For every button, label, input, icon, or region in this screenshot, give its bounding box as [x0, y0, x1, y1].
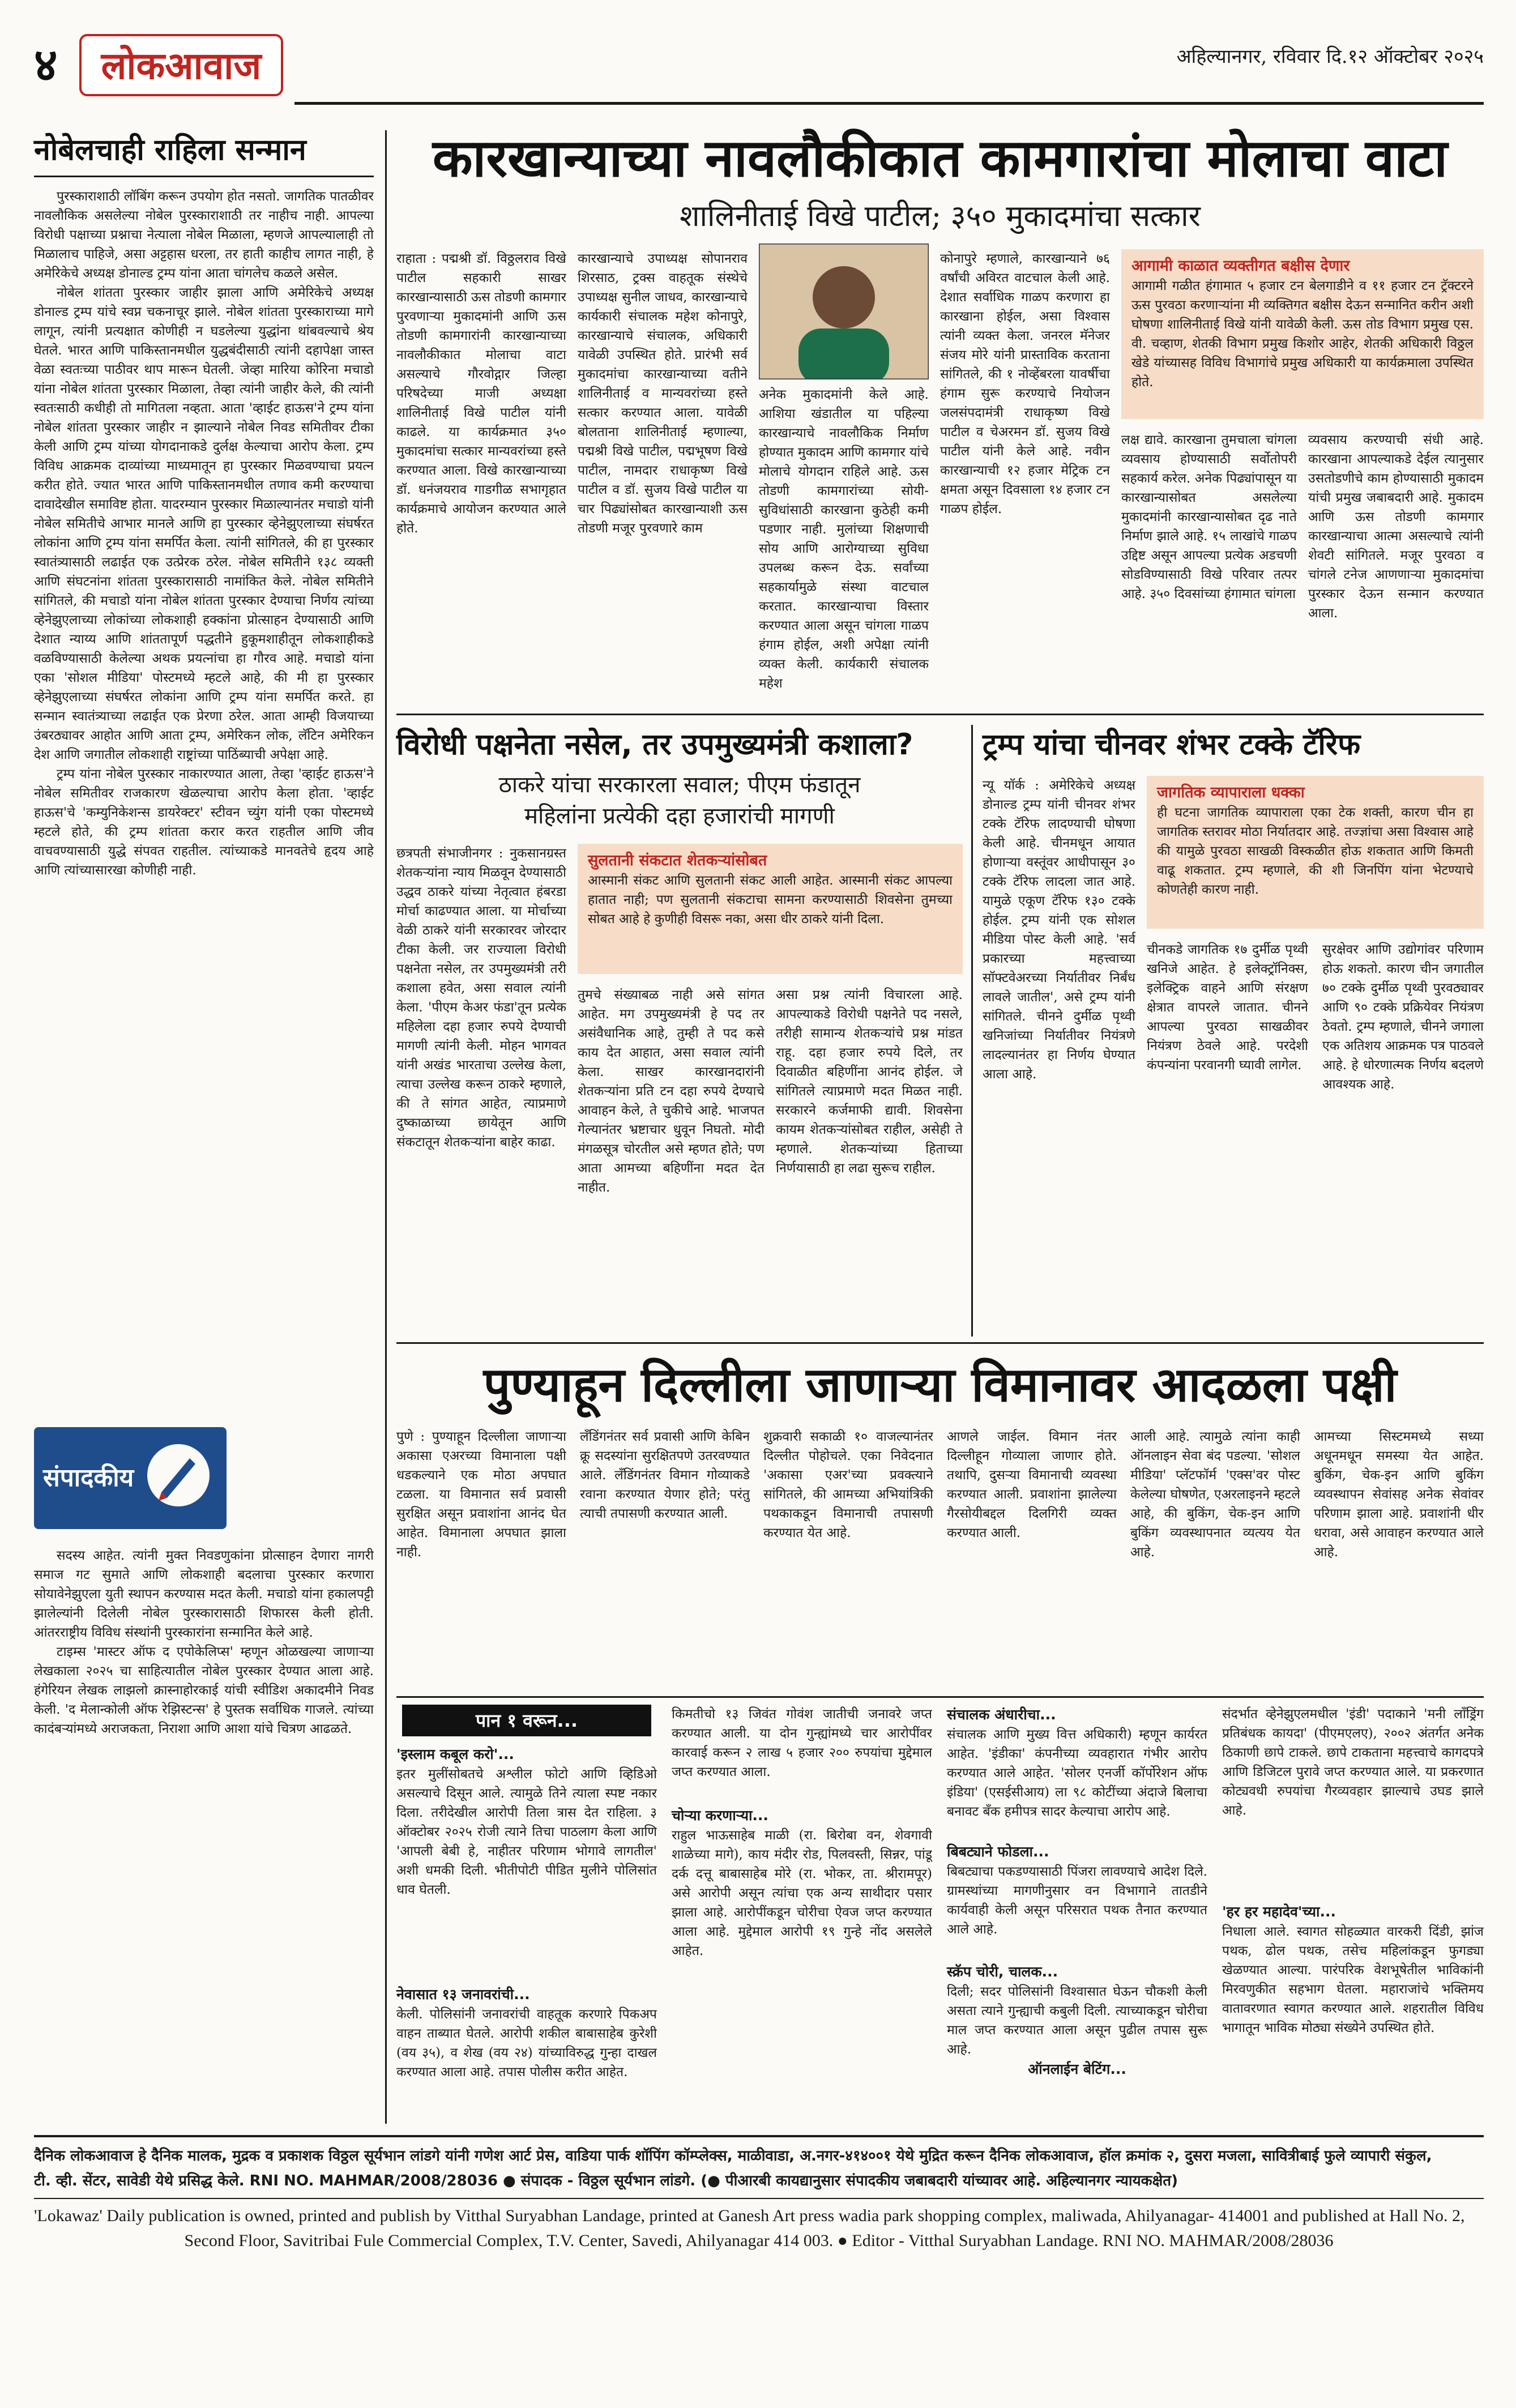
- masthead: [34, 23, 1484, 108]
- masthead-rule: [294, 102, 1484, 105]
- workers-box-title: आगामी काळात व्यक्तीगत बक्षीस देणार: [1131, 257, 1350, 275]
- continued-col-2b-title: चोऱ्या करणाऱ्या...: [672, 1807, 768, 1824]
- nobel-body-cont: [34, 1546, 374, 2112]
- shalinitai-photo: [759, 244, 929, 379]
- bird-col-3: शुक्रवारी सकाळी १० वाजल्यानंतर दिल्लीत पोहोचले. एका निवेदनात 'अकासा एअर'च्या प्रवक्त्याने सांगितले, की आमच्या अभियांत्रिकी पथकाकडून विमानाची तपासणी करण्यात येत आहे.: [763, 1429, 933, 1540]
- continued-header: [402, 1705, 651, 1736]
- continued-col-4b-title: 'हर हर महादेव'च्या...: [1222, 1903, 1336, 1920]
- continued-col-1b-text: केली. पोलिसांनी जनावरांची वाहतूक करणारे पिकअप वाहन ताब्यात घेतले. आरोपी शकील बाबासाहेब कुरेशी (वय ३५), व शेख (वय २४) यांच्याविरुद्ध गुन्हा दाखल करण्यात आला आहे. तपास पोलीस करीत आहेत.: [396, 2007, 657, 2080]
- opposition-col-1: छत्रपती संभाजीनगर : नुकसानग्रस्त शेतकऱ्यांना न्याय मिळवून देण्यासाठी उद्धव ठाकरे यांच्या नेतृत्वात हंबरडा मोर्चा काढण्यात आला. या मोर्चाच्या वेळी ठाकरे यांनी सरकारवर जोरदार टीका केली. जर राज्याला विरोधी पक्षनेता नसेल, तर उपमुख्यमंत्री तरी कशाला हवेत, असा सवाल त्यांनी केला. 'पीएम केअर फंडा'तून प्रत्येक महिलेला दहा हजार रुपये देण्याची मागणी त्यांनी केली. मोहन भागवत यांनी अखंड भारताचा उल्लेख केला, त्याचा उल्लेख करून ठाकरे म्हणाले, की ते सांगत आहेत, त्याप्रमाणे दुष्काळाच्या छायेतून आणि संकटातून शेतकऱ्यांना बाहेर काढा.: [396, 846, 566, 1150]
- continued-col-2b-text: राहुल भाऊसाहेब माळी (रा. बिरोबा वन, शेवगावी शाळेच्या मागे), काय मंदीर रोड, पिलवस्ती, सिन्नर, पांडू दर्क दत्तू बाबासाहेब मोरे (रा. भोकर, ता. श्रीरामपूर) असे आरोपी असून त्यांचा एक अन्य साथीदार पसार झाला आहे. आरोपींकडून चोरीचा ऐवज जप्त करण्यात आला आहे. मुद्देमाल आरोपी १९ गुन्हे नोंद असलेले आहेत.: [672, 1828, 932, 1958]
- bird-col-4: आणले जाईल. विमान नंतर दिल्लीहून गोव्याला जाणार होते. तथापि, दुसऱ्या विमानाची व्यवस्था करण्यात आली. प्रवाशांना झालेल्या गैरसोयीबद्दल दिलगिरी व्यक्त करण्यात आली.: [947, 1429, 1117, 1540]
- footer-line-3: 'Lokawaz' Daily publication is owned, printed and publish by Vitthal Suryabhan Landage, printed at Ganesh Art press wadia park shopping complex, maliwada, Ahilyanagar- 414001 and published at Hall No. 2,: [34, 2206, 1465, 2225]
- paper-name: लोकआवाज: [101, 44, 262, 88]
- continued-col-3b-title: बिबट्याने फोडला...: [947, 1843, 1049, 1860]
- bird-col-2: लँडिंगनंतर सर्व प्रवासी आणि केबिन क्रू सदस्यांना सुरक्षितपणे उतरवण्यात आले. लँडिंगनंतर विमान गोव्याकडे रवाना करण्यात येणार होते; परंतु त्याची तपासणी करण्यात आली.: [580, 1429, 750, 1521]
- trump-box: [1147, 776, 1484, 929]
- column-divider-left: [385, 130, 387, 2124]
- nobel-para-5: टाइम्स 'मास्टर ऑफ द एपोकेलिप्स' म्हणून ओळखल्या जाणाऱ्या लेखकाला २०२५ चा साहित्यातील नोबेल पुरस्कार देण्यात आला आहे. हंगेरियन लेखक लाझलो क्रास्नाहोरकाई यांची स्वीडिश अकादमीने निवड केली. 'द मेलान्कोली ऑफ रेझिस्टन्स' हे पुस्तक सर्वाधिक गाजले. त्यांच्या कादंबऱ्यांमध्ये अराजकता, निराशा आणि आशा यांचे चित्रण आढळते.: [34, 1645, 374, 1736]
- section-rule-1: [396, 714, 1484, 715]
- workers-box-text: आगामी गळीत हंगामात ५ हजार टन बेलगाडीने व ११ हजार टन ट्रॅक्टरने ऊस पुरवठा करणाऱ्यांना मी व्यक्तिगत बक्षीस देऊन सन्मानित करीन अशी घोषणा शालिनीताई विखे यांनी यावेळी केली. ऊस तोड विभाग प्रमुख एस. वी. चव्हाण, शेतकी विभाग प्रमुख किशोर आहेर, शेतकी अधिकारी विठ्ठल खेडे यांच्यासह विविध विभागांचे प्रमुख अधिकारी या कार्यक्रमाला उपस्थित होते.: [1131, 279, 1474, 390]
- workers-story: [396, 125, 1484, 714]
- trump-col-3: सुरक्षेवर आणि उद्योगांवर परिणाम होऊ शकतो. कारण चीन जगातील ७० टक्के दुर्मीळ पृथ्वी पुरवठ्यावर आणि ९० टक्के प्रक्रियेवर नियंत्रण ठेवतो. ट्रम्प म्हणाले, चीनने जगाला एक अतिशय आक्रमक पत्र पाठवले आहे. हे धोरणात्मक निर्णय बदलणे आवश्यक आहे.: [1322, 942, 1484, 1092]
- continued-col-3a-text: संचालक आणि मुख्य वित्त अधिकारी) म्हणून कार्यरत आहेत. 'इंडीका' कंपनीच्या व्यवहारात गंभीर आरोप करण्यात आले आहेत. 'सोलर एनर्जी कॉर्पोरेशन ऑफ इंडिया' (एसईसीआय) ला ९८ कोटींच्या अंदाजे बिलाचा बनावट बँक हमीपत्र सादर केल्याचा आरोप आहे.: [947, 1727, 1207, 1819]
- bird-col-5: आली आहे. त्यामुळे त्यांना काही ऑनलाइन सेवा बंद पडल्या. 'सोशल मीडिया' प्लॅटफॉर्म 'एक्स'वर पोस्ट केलेल्या घोषणेत, एअरलाइनने म्हटले आहे, की बुकिंग, चेक-इन आणि बुकिंग व्यवस्थापनात व्यत्यय येत आहे.: [1130, 1429, 1300, 1560]
- nobel-title: नोबेलचाही राहिला सन्मान: [34, 133, 306, 167]
- opposition-story: [396, 725, 963, 1337]
- workers-col-6: व्यवसाय करण्याची संधी आहे. कारखाना आपल्याकडे देईल त्यानुसार उसतोडणीचे काम होण्यासाठी मुकादम यांची प्रमुख जबाबदारी आहे. मुकादम आणि ऊस तोडणी कामगार कारखान्याचा आत्मा असल्याचे त्यांनी शेवटी सांगितले. मजूर पुरवठा व चांगले टनेज आणणाऱ्या मुकादमांचा पुरस्कार देऊन सन्मान करण्यात आला.: [1308, 433, 1484, 621]
- opposition-sub-1: ठाकरे यांचा सरकारला सवाल; पीएम फंडातून: [498, 772, 861, 798]
- trump-box-title: जागतिक व्यापाराला धक्का: [1157, 784, 1305, 801]
- opposition-headline: विरोधी पक्षनेता नसेल, तर उपमुख्यमंत्री कशाला?: [396, 728, 913, 762]
- trump-col-2: चीनकडे जागतिक १७ दुर्मीळ पृथ्वी खनिजे आहेत. हे इलेक्ट्रॉनिक्स, इलेक्ट्रिक वाहने आणि संरक्षण क्षेत्रात वापरले जातात. चीनने आपल्या पुरवठा साखळीवर नियंत्रण ठेवले आहे. परदेशी कंपन्यांना परवानगी घ्यावी लागेल.: [1147, 942, 1308, 1073]
- footer-line-4: Second Floor, Savitribai Fule Commercial Complex, T.V. Center, Savedi, Ahilyanagar 414 003. ● Editor - Vitthal Suryabhan Landage. RNI NO. MAHMAR/2008/28036: [184, 2231, 1334, 2250]
- continued-col-4b-text: निधाला आले. स्वागत सोहळ्यात वारकरी दिंडी, झांज पथक, ढोल पथक, तसेच महिलांकडून फुगड्या खेळण्यात आल्या. पारंपरिक वेशभूषेतील भाविकांनी मिरवणुकीत सहभाग घेतला. महाराजांचे भक्तिमय वातावरणात स्वागत करण्यात आले. शहरातील विविध भागातून भाविक मोठ्या संख्येने उपस्थित होते.: [1222, 1924, 1484, 2035]
- trump-story: [983, 725, 1484, 1337]
- workers-col-2: कारखान्याचे उपाध्यक्ष सोपानराव शिरसाठ, ट्रक्स वाहतूक संस्थेचे उपाध्यक्ष सुनील जाधव, कारखान्याचे कार्यकारी संचालक महेश कोनापुरे, कारखान्याचे संचालक, अधिकारी यावेळी उपस्थित होते. प्रारंभी सर्व मुकादमांचा कारखान्याच्या वतीने शालिनीताई व मान्यवरांच्या हस्ते सत्कार करण्यात आला. यावेळी बोलताना शालिनीताई म्हणाल्या, पद्मश्री विखे पाटील, पद्मभूषण विखे पाटील, नामदार राधाकृष्ण विखे पाटील व डॉ. सुजय विखे पाटील या चार पिढ्यांसोबत कारखान्याशी ऊस तोडणी मजूर पुरवणारे काम: [578, 251, 748, 536]
- opposition-box-title: सुलतानी संकटात शेतकऱ्यांसोबत: [588, 852, 767, 869]
- workers-subheadline: शालिनीताई विखे पाटील; ३५० मुकादमांचा सत्कार: [680, 199, 1201, 233]
- paper-logo: [79, 34, 283, 96]
- continued-col-2a-text: किमतीचो १३ जिवंत गोवंश जातीची जनावरे जप्त करण्यात आली. या दोन गुन्ह्यांमध्ये चार आरोपींवर कारवाई करून २ लाख ५ हजार २०० रुपयांचा मुद्देमाल जप्त करण्यात आला.: [672, 1707, 932, 1779]
- footer-line-2: टी. व्ही. सेंटर, सावेडी येथे प्रसिद्ध केले. RNI NO. MAHMAR/2008/28036 ● संपादक - विठ्ठल सूर्यभान लांडगे. (● पीआरबी कायद्यानुसार संपादकीय जबाबदारी यांच्यावर आहे. अहिल्यानगर न्यायकक्षेत): [34, 2172, 1178, 2189]
- continued-col-1b-title: नेवासात १३ जनावरांची...: [396, 1986, 530, 2003]
- workers-col-5: लक्ष द्यावे. कारखाना तुमचाला चांगला व्यवसाय होण्यासाठी सर्वोतोपरी सहकार्य करेल. अनेक पिढ्यांपासून या कारखान्यासोबत असलेल्या मुकादमांनी कारखान्यासोबत दृढ नाते निर्माण झाले आहे. १५ लाखांचे गाळप उद्दिष्ट असून आपल्या प्रत्येक अडचणी सोडविण्यासाठी विखे परिवार तत्पर आहे. ३५० दिवसांच्या हंगामात चांगला: [1121, 433, 1297, 601]
- page-number: ४: [34, 39, 58, 91]
- trump-col-1: न्यू यॉर्क : अमेरिकेचे अध्यक्ष डोनाल्ड ट्रम्प यांनी चीनवर शंभर टक्के टॅरिफ लादण्याची घोषणा केली आहे. चीनमधून आयात होणाऱ्या वस्तूंवर आधीपासून ३० टक्के टॅरिफ लादला जात आहे. यामुळे एकूण टॅरिफ १३० टक्के होईल. ट्रम्प यांनी एक सोशल मीडिया पोस्ट केली आहे. 'सर्व प्रकारच्या महत्त्वाच्या सॉफ्टवेअरच्या निर्यातीवर निर्बंध लावले जातील', असे ट्रम्प यांनी सांगितले. चीनने दुर्मीळ पृथ्वी खनिजांच्या निर्यातीवर नियंत्रणे लादल्यानंतर हा निर्णय घेण्यात आला आहे.: [983, 778, 1135, 1082]
- continued-col-1a-title: 'इस्लाम कबूल करो'...: [396, 1746, 514, 1762]
- trump-headline: ट्रम्प यांचा चीनवर शंभर टक्के टॅरिफ: [983, 728, 1361, 762]
- opposition-box-text: आस्मानी संकट आणि सुलतानी संकट आली आहेत. आस्मानी संकट आपल्या हातात नाही; पण सुलतानी संकटाचा सामना करण्यासाठी शिवसेना तुमच्या सोबत आहे हे कुणीही विसरू नका, असा धीर ठाकरे यांनी दिला.: [588, 873, 953, 927]
- sampadkiya-label: संपादकीय: [43, 1463, 134, 1492]
- workers-col-3: अनेक मुकादमांनी केले आहे. आशिया खंडातील या पहिल्या कारखान्याचे नावलौकिक निर्माण होण्यात मुकादम आणि कामगार यांचे मोलाचे योगदान राहिले आहे. ऊस तोडणी कामगारांच्या सोयी-सुविधांसाठी कारखाना कुठेही कमी पडणार नाही. मुलांच्या शिक्षणाची सोय आणि आरोग्याच्या सुविधा उपलब्ध करून देऊ. सर्वांच्या सहकार्यामुळे संस्था वाटचाल करतात. कारखान्याचा विस्तार करण्यात आला असून चांगला गाळप हंगाम होईल, अशी अपेक्षा त्यांनी व्यक्त केली. कार्यकारी संचालक महेश: [759, 387, 929, 691]
- continued-col-2: [672, 1705, 932, 2124]
- opposition-col-3: असा प्रश्न त्यांनी विचारला आहे. आपल्याकडे विरोधी पक्षनेते पद नसले, तरीही सामान्य शेतकऱ्यांचे प्रश्न मांडत राहू. दहा हजार रुपये दिले, तर दिवाळीत बहिणींना आनंद होईल. जे सांगितले त्याप्रमाणे मदत मिळत नाही. सरकारने कर्जमाफी द्यावी. शिवसेना कायम शेतकऱ्यांसोबत राहील, असेही ते म्हणाले. शेतकऱ्यांच्या हिताच्या निर्णयासाठी हा लढा सुरूच राहील.: [776, 988, 963, 1176]
- section-rule-2: [396, 1342, 1484, 1344]
- continued-col-3: [947, 1705, 1207, 2124]
- opposition-col-2: तुमचे संख्याबळ नाही असे सांगत आहेत. मग उपमुख्यमंत्री हे पद तर असंवैधानिक आहे, तुम्ही ते पद कसे काय देत आहात, असा सवाल त्यांनी केला. साखर कारखानदारांनी शेतकऱ्यांना प्रति टन दहा रुपये देण्याचे आवाहन केले, ते चुकीचे आहे. भाजपत गेल्यानंतर भ्रष्टाचार धुवून निघतो. मोदी मंगळसूत्र चोरतील असे म्हणत होते; पण आता आमच्या बहिणींना मदत देत नाहीत.: [578, 988, 765, 1195]
- continued-col-3c-title: स्क्रॅप चोरी, चालक...: [947, 1963, 1058, 1980]
- footer-divider: [34, 2198, 1484, 2199]
- continued-col-4: [1222, 1705, 1484, 2124]
- continued-col-1a-text: इतर मुलींसोबतचे अश्लील फोटो आणि व्हिडिओ असल्याचे दिसून आले. त्यामुळे तिने त्याला स्पष्ट नकार दिला. तरीदेखील आरोपी तिला त्रास देत राहिला. ३ ऑक्टोबर २०२५ रोजी त्याने तिचा पाठलाग केला आणि 'आपली बेबी हे, नाहीतर परिणाम भोगावे लागतील' अशी धमकी दिली. भीतीपोटी पीडित मुलीने पोलिसांत धाव घेतली.: [396, 1767, 657, 1897]
- continued-col-3a-title: संचालक अंधारीचा...: [947, 1706, 1056, 1723]
- bird-headline: पुण्याहून दिल्लीला जाणाऱ्या विमानावर आदळला पक्षी: [483, 1357, 1397, 1412]
- nobel-para-1: पुरस्काराशाठी लॉबिंग करून उपयोग होत नसतो. जागतिक पातळीवर नावलौकिक असलेल्या नोबेल पुरस्काराशाठी तर नाहीच नाही. आपल्या विरोधी पक्षाच्या प्रश्नाचा नेत्याला नोबेल मिळाला, म्हणजे आपल्यालाही तो मिळालाच पाहिजे, असा अट्टहास धरला, तर हाती काहीच लागत नाही, हे अमेरिकेचे अध्यक्ष डोनाल्ड ट्रम्प यांना आता चांगलेच कळले असेल.: [34, 189, 374, 281]
- opposition-sub-2: महिलांना प्रत्येकी दहा हजारांची मागणी: [524, 803, 835, 829]
- column-divider-mid: [971, 725, 973, 1337]
- section-rule-3: [396, 1696, 1484, 1698]
- nobel-para-2: नोबेल शांतता पुरस्कार जाहीर झाला आणि अमेरिकेचे अध्यक्ष डोनाल्ड ट्रम्प यांचे स्वप्न चकनाचूर झाले. नोबेल शांतता पुरस्काराच्या मागे लागून, त्यांनी प्रत्यक्षात कोणीही न घडलेल्या युद्धांना थांबवल्याचे श्रेय घेतले. भारत आणि पाकिस्तानमधील युद्धबंदीसाठी त्यांनी दहापेक्षा जास्त वेळा स्वतःच्या पाठीवर थाप मारून घेतली. जेव्हा मारिया कोरिना मचाडो यांना नोबेल शांतता पुरस्कार मिळाला, तेव्हा त्यांनी जाहीर केले, की त्यांनी स्वतःसाठी कधीही तो मागितला नव्हता. आता 'व्हाईट हाऊस'ने ट्रम्प यांना नोबेल शांतता पुरस्कार जाहीर न झाल्याने नोबेल निवड समितीवर टीका केली आणि ट्रम्प यांच्या योगदानाकडे दुर्लक्ष केल्याचा आरोप केला. ट्रम्प विविध आक्रमक दाव्यांच्या माध्यमातून हा पुरस्कार मिळवण्याचा प्रयत्न करीत होते. ज्यात भारत आणि पाकिस्तानमधील तणाव कमी करण्याचा दावादेखील समाविष्ट होता. यादरम्यान पुरस्कार मिळाल्यानंतर मचाडो यांनी नोबेल समितीचे आभार मानले आणि हा पुरस्कार व्हेनेझुएलाच्या संघर्षरत लोकांना आणि ट्रम्प यांना समर्पित केला. त्यांनी सांगितले, की हा पुरस्कार स्वातंत्र्यासाठी लढाईत एक उत्प्रेरक ठरेल. नोबेल समितीने १३८ व्यक्ती आणि संघटनांना शांतता पुरस्कारासाठी नामांकित केले. नोबेल समितीने सांगितले, की मचाडो यांना नोबेल शांतता पुरस्कार देण्याचा निर्णय त्यांच्या व्हेनेझुएलाच्या लोकांच्या लोकशाही हक्कांना प्रोत्साहन देण्यासाठी आणि देशात न्याय्य आणि शांततापूर्ण पद्धतीने हुकूमशाहीतून लोकशाहीकडे वळविण्यासाठी केलेल्या अथक प्रयत्नांचा हा गौरव आहे. मचाडो यांना एका 'सोशल मीडिया' पोस्टमध्ये म्हटले आहे, की मी हा पुरस्कार व्हेनेझुएलाच्या संघर्षरत लोकांना आणि ट्रम्प यांना समर्पित करते. हा सन्मान स्वातंत्र्याच्या लढाईत एक प्रेरणा ठरेल. आता आम्ही विजयाच्या उंबरठ्यावर आहोत आणि आता ट्रम्प, अमेरिकन लोक, लॅटिन अमेरिकन देश आणि जगातील लोकशाही राष्ट्रांच्या पाठिंब्याची अपेक्षा आहे.: [34, 285, 374, 762]
- dateline: अहिल्यानगर, रविवार दि.१२ ऑक्टोबर २०२५: [1176, 45, 1484, 68]
- nobel-title-rule: [34, 176, 374, 177]
- trump-box-text: ही घटना जागतिक व्यापाराला एका टेक शक्ती, कारण चीन हा जागतिक स्तरावर मोठा निर्यातदार आहे. तज्ज्ञांचा असा विश्वास आहे की यामुळे पुरवठा साखळी विस्कळीत होऊ शकतात आणि किमती वाढू शकतात. ट्रम्प म्हणाले, की शी जिनपिंग यांना भेटण्याचे कोणतेही कारण नाही.: [1157, 805, 1474, 897]
- continued-col-3b-text: बिबट्याचा पकडण्यासाठी पिंजरा लावण्याचे आदेश दिले. ग्रामस्थांच्या मागणीनुसार वन विभागाने तातडीने कार्यवाही केली असून परिसरात पथक तैनात करण्यात आले आहे.: [947, 1864, 1207, 1937]
- workers-col-4: कोनापुरे म्हणाले, कारखान्याने ७६ वर्षांची अविरत वाटचाल केली आहे. देशात सर्वाधिक गाळप करणारा हा कारखाना होईल, असा विश्वास त्यांनी व्यक्त केला. जनरल मॅनेजर संजय मोरे यांनी प्रास्ताविक करताना सांगितले, की १ नोव्हेंबरला यावर्षीचा हंगाम सुरू करण्याचे नियोजन जलसंपदामंत्री राधाकृष्ण विखे पाटील व चेअरमन डॉ. सुजय विखे पाटील यांनी केले आहे. नवीन कारखान्याची १२ हजार मेट्रिक टन क्षमता असून दिवसाला १४ हजार टन गाळप होईल.: [940, 251, 1110, 516]
- opposition-box: [578, 844, 963, 974]
- continued-section: [396, 1705, 1484, 2124]
- nobel-para-4: सदस्य आहेत. त्यांनी मुक्त निवडणुकांना प्रोत्साहन देणारा नागरी समाज गट सुमाते आणि लोकशाही बदलाचा पुरस्कार करणारा सोयावेनेझुएला युती स्थापन करण्यास मदत केली. मचाडो यांना हकालपट्टी झालेल्यांनी दिलेली नोबेल पुरस्कारासाठी शिफारस केली होती. आंतरराष्ट्रीय विविध संस्थांनी पुरस्कारांना सन्मानित केले आहे.: [34, 1548, 374, 1640]
- continued-col-3d-title: ऑनलाईन बेटिंग...: [1028, 2061, 1126, 2077]
- workers-headline: कारखान्याच्या नावलौकीकात कामगारांचा मोलाचा वाटा: [432, 128, 1448, 189]
- nobel-para-3: ट्रम्प यांना नोबेल पुरस्कार नाकारण्यात आला, तेव्हा 'व्हाईट हाऊस'ने नोबेल समितीवर राजकारण खेळल्याचा आरोप केला होता. 'व्हाईट हाऊस'चे 'कम्युनिकेशन्स डायरेक्टर' स्टीवन च्युंग यांनी एका पोस्टमध्ये म्हटले होते, की ट्रम्प शांतता करार करत राहतील आणि जीव वाचवण्यासाठी युद्धे संपवत राहतील. त्यांच्याकडे मानवतेचे हृदय आहे आणि त्यांच्यासारखा कोणीही नाही.: [34, 767, 374, 878]
- continued-header-label: पान १ वरून...: [475, 1710, 578, 1731]
- workers-box: [1121, 249, 1484, 419]
- continued-col-4a-text: संदर्भात व्हेनेझुएलमधील 'इंडी' पदाकाने 'मनी लॉंड्रिंग प्रतिबंधक कायदा' (पीएमएलए), २००२ अंतर्गत अनेक ठिकाणी छापे टाकले. छापे टाकताना महत्त्वाचे कागदपत्रे आणि डिजिटल पुरावे जप्त करण्यात आले. या प्रकरणात कोट्यवधी रुपयांचा गैरव्यवहार झाल्याचे उघड झाले आहे.: [1222, 1707, 1484, 1818]
- workers-col-1: राहाता : पद्मश्री डॉ. विठ्ठलराव विखे पाटील सहकारी साखर कारखान्यासाठी ऊस तोडणी कामगार पुरवणाऱ्या मुकादमांनी आणि ऊस तोडणी कामगारांनी कारखान्याच्या नावलौकीकात मोलाचा वाटा असल्याचे गौरवोद्गार जिल्हा परिषदेच्या माजी अध्यक्षा शालिनीताई विखे पाटील यांनी काढले. या कार्यक्रमात ३५० मुकादमांचा सत्कार मान्यवरांच्या हस्ते करण्यात आला. विखे कारखान्याच्या डॉ. धनंजयराव गाडगीळ सभागृहात कार्यक्रमाचे आयोजन करण्यात आले होते.: [396, 251, 566, 536]
- footer-rule: [34, 2135, 1484, 2137]
- sampadkiya-badge: [34, 1427, 227, 1529]
- pen-icon: [147, 1444, 210, 1506]
- continued-col-1: [396, 1744, 657, 2124]
- continued-col-3c-text: दिली; सदर पोलिसांनी विश्वासात घेऊन चौकशी केली असता त्याने गुन्ह्याची कबुली दिली. त्याच्याकडून चोरीचा माल जप्त करण्यात आला असून पुढील तपास सुरू आहे.: [947, 1984, 1207, 2057]
- nobel-body: [34, 187, 374, 1416]
- nobel-editorial: [34, 130, 374, 2124]
- bird-story: [396, 1354, 1484, 1693]
- footer-imprint: [34, 2144, 1484, 2325]
- bird-col-1: पुणे : पुण्याहून दिल्लीला जाणाऱ्या अकासा एअरच्या विमानाला पक्षी धडकल्याने एक मोठा अपघात टळला. या विमानात सर्व प्रवासी सुरक्षित असून प्रवाशांना आनंद घेत आहेत. विमानाला अपघात झाला नाही.: [396, 1429, 566, 1560]
- footer-line-1: दैनिक लोकआवाज हे दैनिक मालक, मुद्रक व प्रकाशक विठ्ठल सूर्यभान लांडगे यांनी गणेश आर्ट प्रेस, वाडिया पार्क शॉपिंग कॉम्प्लेक्स, माळीवाडा, अ.नगर-४१४००१ येथे मुद्रित करून दैनिक लोकआवाज, हॉल क्रमांक २, दुसरा मजला, सावित्रीबाई फुले व्यापारी संकुल,: [34, 2147, 1432, 2164]
- bird-col-6: आमच्या सिस्टममध्ये सध्या अधूनमधून समस्या येत आहेत. बुकिंग, चेक-इन आणि बुकिंग व्यवस्थापन सेवांसह अनेक सेवांवर परिणाम झाला आहे. प्रवाशांनी धीर धरावा, असे आवाहन करण्यात आले आहे.: [1314, 1429, 1484, 1560]
